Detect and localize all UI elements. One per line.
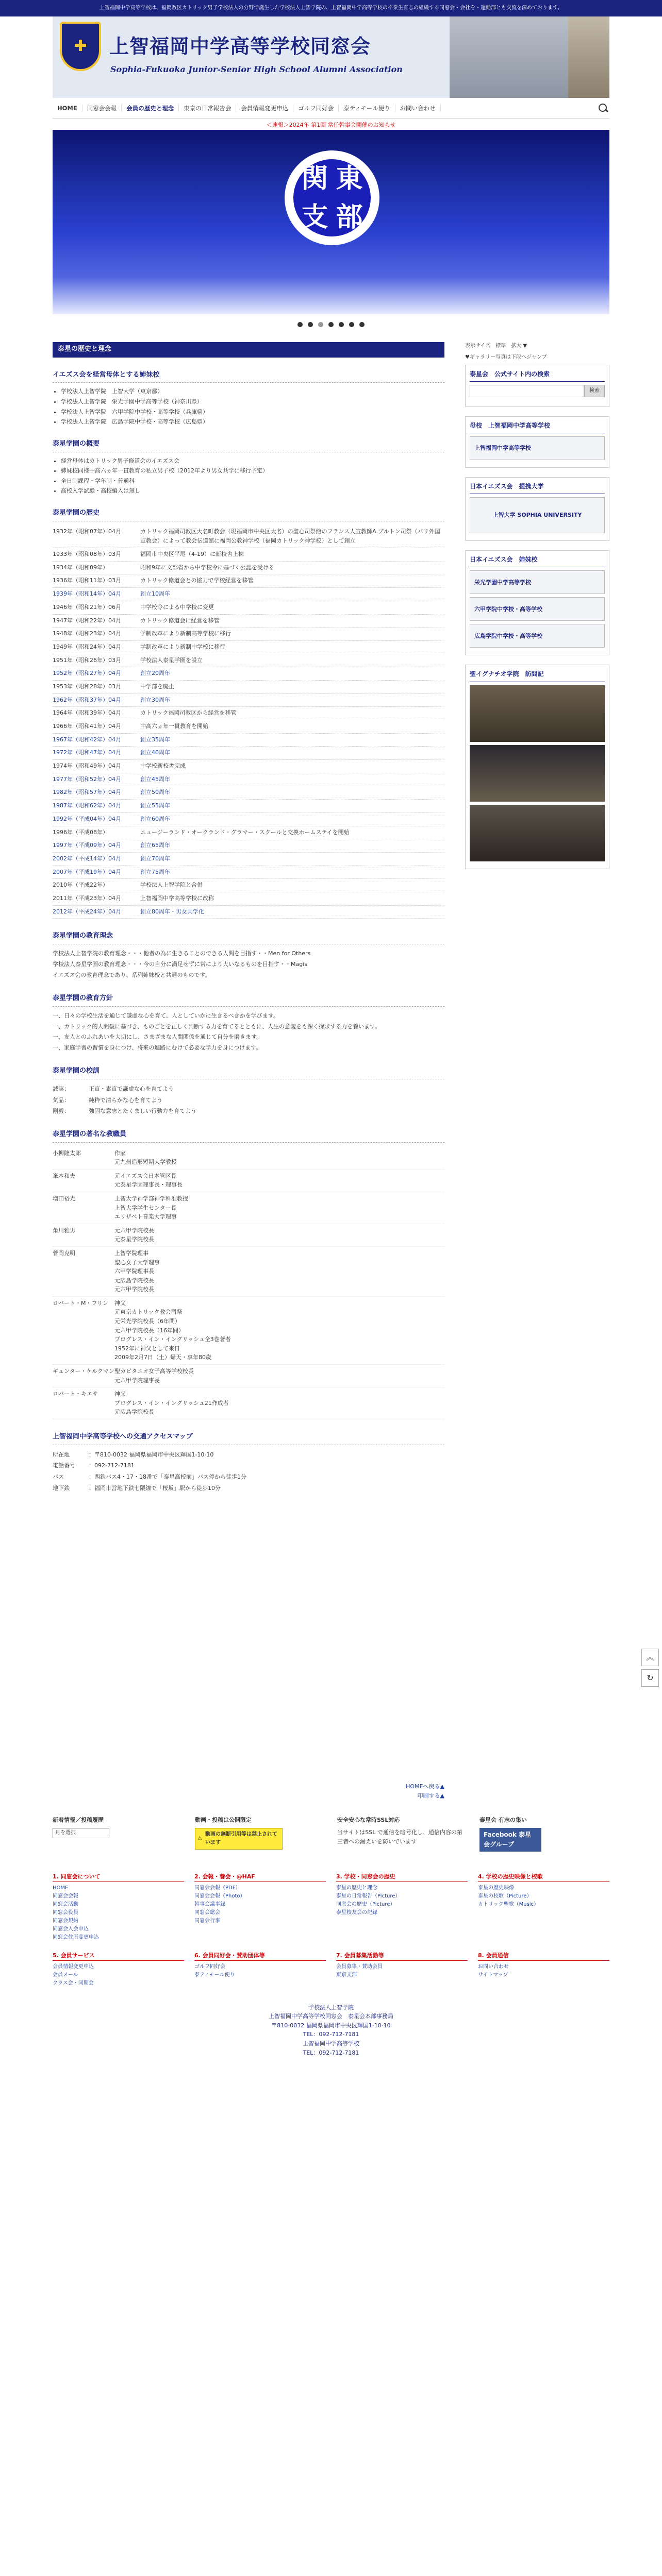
history-row <box>53 588 444 601</box>
slider-dot[interactable] <box>359 322 365 327</box>
faculty-name: 菅岡克明 <box>53 1249 75 1257</box>
history-row <box>53 548 444 562</box>
history-date: 1946年（昭和21年）06月 <box>53 603 121 611</box>
facebook-group-button[interactable]: Facebook 泰星会グループ <box>479 1828 541 1852</box>
history-row <box>53 720 444 734</box>
history-date: 1933年（昭和08年）03月 <box>53 551 121 558</box>
main-content <box>53 342 444 1801</box>
faculty-row <box>53 1224 444 1247</box>
history-row <box>53 826 444 840</box>
gallery-photo[interactable] <box>470 745 605 802</box>
slider-dot[interactable] <box>339 322 344 327</box>
access-row <box>53 1483 444 1494</box>
history-date: 1962年（昭和37年）04月 <box>53 696 121 703</box>
slider-dots <box>53 314 609 335</box>
section-title: 上智福岡中学高等学校への交通アクセスマップ <box>53 1429 444 1445</box>
history-row <box>53 747 444 760</box>
access-row <box>53 1471 444 1483</box>
history-event: 創立60周年 <box>140 815 170 822</box>
faculty-row <box>53 1147 444 1170</box>
list-item: • 学校法人上智学院 栄光学園中学高等学校（神奈川県） <box>61 397 444 406</box>
sitemap-heading: 4. 学校の歴史映像と校歌 <box>478 1872 609 1882</box>
history-date: 1972年（昭和47年）04月 <box>53 749 121 756</box>
access-key: 地下鉄 <box>53 1484 70 1492</box>
faculty-name: ロバート・M・フリン <box>53 1299 109 1307</box>
sitemap-link[interactable]: 会員メール <box>53 1972 78 1978</box>
site-header <box>53 16 609 98</box>
sitemap-link[interactable]: カトリック聖歌（Music） <box>478 1901 539 1907</box>
motto-list <box>53 1083 444 1117</box>
history-table <box>53 526 444 919</box>
history-date: 2007年（平成19年）04月 <box>53 868 121 875</box>
history-date: 1974年（昭和49年）04月 <box>53 762 121 770</box>
site-title[interactable]: 上智福岡中学高等学校同窓会 <box>109 35 371 58</box>
faculty-name: ギュンター・ケルクマン <box>53 1368 114 1375</box>
sitemap-heading: 7. 会員募集活動等 <box>336 1951 468 1961</box>
nav-home[interactable]: HOME <box>53 105 82 112</box>
history-date: 1952年（昭和27年）04月 <box>53 670 121 677</box>
access-value: ：福岡市営地下鉄七隈線で「桜坂」駅から徒歩10分 <box>89 1484 221 1492</box>
history-row <box>53 800 444 813</box>
motto-value: 純粋で清らかな心を育てよう <box>89 1096 162 1104</box>
copyright-warning: ⚠ 動画の無断引用等は禁止されています <box>195 1828 283 1850</box>
faculty-desc: 作家 元九州造形短期大学教授 <box>114 1149 177 1166</box>
history-row <box>53 866 444 879</box>
footer-sitemap <box>53 1872 609 1987</box>
news-archive-heading: 新着情報／投稿履歴 <box>53 1817 104 1824</box>
philosophy-text: 学校法人上智学院の教育理念・・・他者の為に生きることのできる人間を目指す・・Men for Others 学校法人泰星学園の教育理念・・・今の自分に満足せずに常により大いなるものを目指す・・Magis イエズス会の教育理念であり、系列姉妹校と共通のものです。 <box>53 950 311 978</box>
faculty-desc: 元六甲学院校長 元泰星学院校長 <box>114 1227 154 1243</box>
header-photo-chapel <box>568 16 609 98</box>
history-event: 創立40周年 <box>140 749 170 756</box>
history-event: 学制改革により新制中学校に移行 <box>140 643 225 650</box>
nav-contact[interactable]: お問い合わせ <box>395 105 441 112</box>
gallery-jump-link[interactable]: ♥ギャラリー写真は下段へジャンプ <box>465 354 547 360</box>
faculty-desc: 神父 元東京カトリック教会司祭 元栄光学院校長（6年間） 元六甲学院校長（16年間） プログレス・イン・イングリッシュ全3巻著者 1952年に神父として来日 2009年2月7日（土）帰天・享年80歳 <box>114 1299 231 1361</box>
sitemap-heading: 5. 会員サービス <box>53 1951 184 1961</box>
list-item: • 学校法人上智学院 六甲学院中学校・高等学校（兵庫県） <box>61 408 444 417</box>
kanto-branch-emblem[interactable] <box>285 150 379 245</box>
sitemap-heading: 3. 学校・同窓会の歴史 <box>336 1872 468 1882</box>
access-key: 電話番号 <box>53 1462 75 1469</box>
list-item: 一、カトリック的人間観に基づき、ものごとを正しく判断する力を育てるとともに、人生の意義をも深く探求する力を養います。 <box>53 1023 381 1030</box>
sitemap-group <box>478 1872 609 1942</box>
faculty-desc: 上智学院理事 聖心女子大学理事 六甲学院理事長 元広島学院校長 元六甲学院校長 <box>114 1249 160 1293</box>
sitemap-heading: 8. 会員通信 <box>478 1951 609 1961</box>
history-row <box>53 526 444 548</box>
faculty-name: ロバート・キエサ <box>53 1391 98 1398</box>
sitemap-group <box>194 1872 326 1942</box>
box-heading: 聖イグナチオ学院 訪問記 <box>470 669 605 682</box>
access-value: ：092-712-7181 <box>89 1462 135 1469</box>
alma-mater-box <box>465 416 609 468</box>
address-line: TEL：092-712-7181 <box>303 2031 359 2038</box>
history-event: 創立70周年 <box>140 855 170 862</box>
sitemap-link[interactable]: 泰星の歴史と理念 <box>336 1885 377 1891</box>
sitemap-link[interactable]: 同窓会の歴史（Picture） <box>336 1901 395 1907</box>
list-item: • 全日制課程・学年制・普通科 <box>61 477 444 486</box>
history-row <box>53 615 444 628</box>
alma-mater-banner[interactable]: 上智福岡中学高等学校 <box>470 436 605 460</box>
faculty-desc: 神父 プログレス・イン・イングリッシュ21作成者 元広島学院校長 <box>114 1391 229 1416</box>
history-event: 創立10周年 <box>140 590 170 598</box>
history-date: 2010年（平成22年） <box>53 882 108 889</box>
overview-list <box>53 456 444 496</box>
history-date: 1987年（昭和62年）04月 <box>53 802 121 809</box>
history-row <box>53 892 444 906</box>
history-row <box>53 786 444 800</box>
sitemap-link[interactable]: 泰ティモール便り <box>194 1972 235 1978</box>
nav-history[interactable]: 会員の歴史と理念 <box>122 105 179 112</box>
nav-timor[interactable]: 泰ティモール便り <box>339 105 395 112</box>
ssl-text: 当サイトはSSL で通信を暗号化し、通信内容の第三者への漏えいを防いでいます <box>337 1828 462 1845</box>
access-key: 所在地 <box>53 1451 70 1458</box>
history-date: 1934年（昭和09年） <box>53 564 108 571</box>
address-line: 学校法人上智学院 <box>308 2004 354 2011</box>
history-event: 創立65周年 <box>140 842 170 849</box>
facebook-heading: 泰星会 有志の集い <box>479 1817 527 1824</box>
sitemap-link[interactable]: お問い合わせ <box>478 1963 509 1970</box>
sitemap-group <box>194 1951 326 1988</box>
history-row <box>53 839 444 853</box>
list-item: • 姉妹校同様中高六ヵ年一貫教育の私立男子校（2012年より男女共学に移行予定） <box>61 466 444 476</box>
history-event: 創立45周年 <box>140 775 170 783</box>
faculty-name: 小柳隆太郎 <box>53 1149 81 1157</box>
sitemap-link[interactable]: 同窓会行事 <box>194 1918 220 1924</box>
list-item: 一、家庭学習の習慣を身につけ、将来の進路にむけて必要な学力を身につけます。 <box>53 1044 262 1052</box>
history-row <box>53 681 444 694</box>
faculty-row <box>53 1247 444 1297</box>
sitemap-heading: 6. 会員同好会・賛助団体等 <box>194 1951 326 1961</box>
history-event: 福岡市中央区平尾（4-19）に新校舎上棟 <box>140 551 244 558</box>
hero-banner <box>53 130 609 314</box>
faculty-desc: 聖カピタニオ女子高等学校校長 元六甲学院理事長 <box>114 1368 194 1384</box>
partner-university-box <box>465 477 609 541</box>
history-row <box>53 601 444 615</box>
sitemap-link[interactable]: 泰星校友会の記録 <box>336 1909 377 1916</box>
history-row <box>53 628 444 641</box>
history-date: 1939年（昭和14年）04月 <box>53 590 121 598</box>
history-date: 2002年（平成14年）04月 <box>53 855 121 862</box>
school-crest-icon[interactable]: ✚ <box>60 22 101 71</box>
faculty-row <box>53 1387 444 1419</box>
history-row <box>53 574 444 588</box>
faculty-desc: 上智大学神学部神学科准教授 上智大学学生センター長 エリザベト音楽大学理事 <box>114 1195 188 1221</box>
section-title: 泰星学園の著名な教職員 <box>53 1126 444 1143</box>
sitemap-link[interactable]: 同窓会役員 <box>53 1909 78 1916</box>
history-date: 1951年（昭和26年）03月 <box>53 656 121 664</box>
box-heading: 泰星会 公式サイト内の検索 <box>470 369 605 382</box>
access-row <box>53 1460 444 1471</box>
sitemap-group <box>53 1951 184 1988</box>
site-search-input[interactable] <box>470 385 584 397</box>
history-date: 2011年（平成23年）04月 <box>53 894 121 902</box>
history-event: 創立30周年 <box>140 696 170 703</box>
nav-member-change[interactable]: 会員情報変更申込 <box>236 105 293 112</box>
sitemap-group <box>478 1951 609 1988</box>
sitemap-group <box>336 1951 468 1988</box>
faculty-name: 角川雅男 <box>53 1227 75 1234</box>
history-event: ニュージーランド・オークランド・グラマー・スクールと交換ホームステイを開始 <box>140 828 350 836</box>
header-photo-building <box>450 16 568 98</box>
history-date: 1947年（昭和22年）04月 <box>53 617 121 624</box>
scroll-top-icon[interactable]: ︽ <box>641 1649 659 1666</box>
history-event: 中学校新校舎完成 <box>140 762 186 770</box>
sitemap-link[interactable]: 同窓会会報 <box>53 1893 78 1899</box>
faculty-name: 峯本和夫 <box>53 1172 75 1179</box>
history-event: カトリック福岡司教区から経営を移管 <box>140 709 237 717</box>
site-search-button[interactable]: 検索 <box>584 385 605 397</box>
faculty-row <box>53 1170 444 1192</box>
sitemap-link[interactable]: 同窓会総会 <box>194 1909 220 1916</box>
history-event: カトリック修道会との協力で学校経営を移管 <box>140 577 254 584</box>
sitemap-link[interactable]: 同窓会活動 <box>53 1901 78 1907</box>
month-select[interactable]: 月を選択 <box>53 1828 109 1838</box>
recaptcha-icon: ↻ <box>641 1669 659 1687</box>
sitemap-link[interactable]: 泰星の校歌（Picture） <box>478 1893 532 1899</box>
history-row <box>53 707 444 720</box>
hiroshima-gakuin-banner[interactable]: 広島学院中学校・高等学校 <box>470 624 605 648</box>
ignatius-visit-box <box>465 665 609 869</box>
site-subtitle: Sophia-Fukuoka Junior-Senior High School Alumni Association <box>110 64 403 74</box>
sitemap-link[interactable]: 東京支部 <box>336 1972 357 1978</box>
history-event: 創立20周年 <box>140 670 170 677</box>
access-value: ：〒810-0032 福岡県福岡市中央区輝国1-10-10 <box>89 1451 214 1458</box>
history-row <box>53 641 444 654</box>
top-banner-text: 上智福岡中学高等学校は、福岡教区カトリック男子学校法人の分野で誕生した学校法人上智学院の、上智福岡中学高等学校の卒業生有志の組織する同窓会・会社を・運動部とも交流を深めております。 <box>99 5 563 11</box>
motto-row <box>53 1083 444 1095</box>
address-line: 上智福岡中学高等学校 <box>303 2040 359 2047</box>
section-title: 泰星学園の概要 <box>53 436 444 452</box>
history-event: 昭和9年に文部省から中学校令に基づく公認を受ける <box>140 564 274 571</box>
main-nav <box>53 98 609 118</box>
kanto-branch-seal: 関 東 支 部 <box>293 159 371 236</box>
sitemap-link[interactable]: 会員募集・賛助会員 <box>336 1963 383 1970</box>
footer-address <box>53 2003 609 2058</box>
motto-key: 誠実： <box>53 1085 70 1092</box>
motto-row <box>53 1106 444 1117</box>
history-row <box>53 773 444 787</box>
slider-dot[interactable] <box>349 322 354 327</box>
sidebar <box>465 342 609 1801</box>
history-row <box>53 654 444 668</box>
section-title: イエズス会を経営母体とする姉妹校 <box>53 367 444 383</box>
access-key: バス <box>53 1473 64 1480</box>
history-date: 1953年（昭和28年）03月 <box>53 683 121 690</box>
address-line: TEL：092-712-7181 <box>303 2049 359 2056</box>
policy-list <box>53 1011 444 1054</box>
history-date: 1996年（平成08年） <box>53 828 108 836</box>
history-event: カトリック福岡司教区大名町教会（現福岡市中央区大名）の聖心司祭館のフランス人宣教師A.ブルトン司祭（パリ外国宣教会）によって教会伝道館に福岡公教神学校（福岡カトリック神学校）として創立 <box>140 528 440 545</box>
access-info <box>53 1449 444 1494</box>
faculty-row <box>53 1192 444 1224</box>
history-row <box>53 562 444 575</box>
history-event: 中高六ヵ年一貫教育を開始 <box>140 723 208 730</box>
sitemap-link[interactable]: 同窓会会報（Photo） <box>194 1893 245 1899</box>
sitemap-group <box>53 1872 184 1942</box>
box-heading: 日本イエズス会 提携大学 <box>470 482 605 494</box>
sitemap-link[interactable]: 泰星の日常報告（Picture） <box>336 1893 401 1899</box>
sitemap-link[interactable]: 泰星の歴史映像 <box>478 1885 514 1891</box>
motto-key: 剛毅： <box>53 1108 70 1115</box>
slider-dot[interactable] <box>318 322 323 327</box>
history-event: 創立55周年 <box>140 802 170 809</box>
history-row <box>53 879 444 892</box>
site-search-box <box>465 365 609 407</box>
page-title: 泰星の歴史と理念 <box>53 342 444 358</box>
gallery-photo[interactable] <box>470 685 605 742</box>
history-date: 1936年（昭和11年）03月 <box>53 577 121 584</box>
text-size-switcher[interactable]: 表示サイズ 標準 拡大 ▼ <box>465 343 527 349</box>
list-item: • 学校法人上智学院 広島学院中学校・高等学校（広島県） <box>61 417 444 427</box>
address-line: 〒810-0032 福岡県福岡市中央区輝国1-10-10 <box>271 2022 391 2029</box>
sitemap-link[interactable]: クラス会・同期会 <box>53 1980 94 1986</box>
eiko-gakuen-banner[interactable]: 栄光学園中学高等学校 <box>470 570 605 594</box>
list-item: • 経営母体はカトリック男子修道会のイエズス会 <box>61 456 444 466</box>
slider-dot[interactable] <box>308 322 313 327</box>
sophia-university-banner[interactable]: 上智大学 SOPHIA UNIVERSITY <box>470 497 605 533</box>
footer-widgets <box>53 1816 609 1862</box>
sitemap-link[interactable]: 同窓会住所変更申込 <box>53 1934 99 1940</box>
faculty-list <box>53 1147 444 1419</box>
faculty-row <box>53 1297 444 1365</box>
sitemap-heading: 2. 会報・養会・@HAF <box>194 1872 326 1882</box>
history-date: 1948年（昭和23年）04月 <box>53 630 121 637</box>
ssl-heading: 安全安心な常時SSL対応 <box>337 1817 400 1824</box>
sitemap-link[interactable]: 同窓会入会申込 <box>53 1926 89 1932</box>
gallery-photo[interactable] <box>470 805 605 861</box>
history-date: 1967年（昭和42年）04月 <box>53 736 121 743</box>
warning-heading: 動画・投稿は公開限定 <box>195 1817 252 1824</box>
sitemap-link[interactable]: HOME <box>53 1885 69 1891</box>
history-event: カトリック修道会に経営を移管 <box>140 617 220 624</box>
slider-dot[interactable] <box>297 322 303 327</box>
faculty-name: 増田裕光 <box>53 1195 75 1202</box>
list-item: 一、日々の学校生活を通じて謙虚な心を育て、人としていかに生きるべきかを学びます。 <box>53 1012 279 1019</box>
print-link[interactable]: 印刷する▲ <box>417 1792 444 1799</box>
sitemap-link[interactable]: 同窓会会報（PDF） <box>194 1885 241 1891</box>
history-date: 1932年（昭和07年）04月 <box>53 528 121 535</box>
address-line: 上智福岡中学高等学校同窓会 泰星会本部事務局 <box>269 2013 393 2020</box>
sister-school-list <box>53 387 444 426</box>
history-date: 1964年（昭和39年）04月 <box>53 709 121 717</box>
back-to-home-link[interactable]: HOMEへ戻る▲ <box>406 1783 444 1790</box>
motto-key: 気品： <box>53 1096 70 1104</box>
history-date: 1992年（平成04年）04月 <box>53 815 121 822</box>
history-row <box>53 906 444 919</box>
news-notice[interactable]: ＜速報＞2024年 第1回 常任幹事会開催のお知らせ <box>266 122 396 128</box>
section-title: 泰星学園の教育理念 <box>53 928 444 944</box>
top-banner <box>0 0 662 16</box>
list-item: • 高校入学試験・高校編入は無し <box>61 486 444 496</box>
sitemap-group <box>336 1872 468 1942</box>
history-row <box>53 694 444 707</box>
history-row <box>53 734 444 747</box>
history-date: 1982年（昭和57年）04月 <box>53 789 121 796</box>
history-date: 1949年（昭和24年）04月 <box>53 643 121 650</box>
history-event: 創立80周年・男女共学化 <box>140 908 204 915</box>
section-title: 泰星学園の教育方針 <box>53 990 444 1007</box>
access-value: ：西鉄バス4・17・18番で「泰星高校前」バス停から徒歩1分 <box>89 1473 246 1480</box>
history-event: 中学部を廃止 <box>140 683 174 690</box>
history-event: 創立50周年 <box>140 789 170 796</box>
history-row <box>53 667 444 681</box>
nav-bulletin[interactable]: 同窓会会報 <box>82 105 122 112</box>
sitemap-heading: 1. 同窓会について <box>53 1872 184 1882</box>
motto-row <box>53 1095 444 1106</box>
history-event: 学校法人泰星学園を設立 <box>140 656 203 664</box>
nav-golf[interactable]: ゴルフ同好会 <box>293 105 339 112</box>
history-row <box>53 853 444 866</box>
history-row <box>53 813 444 826</box>
history-event: 上智福岡中学高等学校に改称 <box>140 894 214 902</box>
section-title: 泰星学園の歴史 <box>53 505 444 521</box>
access-row <box>53 1449 444 1461</box>
sitemap-link[interactable]: 同窓会規約 <box>53 1918 78 1924</box>
history-date: 1997年（平成09年）04月 <box>53 842 121 849</box>
history-row <box>53 760 444 773</box>
sitemap-link[interactable]: ゴルフ同好会 <box>194 1963 225 1970</box>
list-item: 一、友人とのふれあいを大切にし、さまざまな人間関係を通じて自分を磨きます。 <box>53 1033 262 1041</box>
history-date: 2012年（平成24年）04月 <box>53 908 121 915</box>
section-title: 泰星学園の校訓 <box>53 1063 444 1079</box>
faculty-desc: 元イエズス会日本管区長 元泰星学園理事長・理事長 <box>114 1172 183 1189</box>
faculty-row <box>53 1365 444 1387</box>
motto-value: 正直・素直で謙虚な心を育てよう <box>89 1085 174 1092</box>
box-heading: 日本イエズス会 姉妹校 <box>470 555 605 567</box>
history-date: 1977年（昭和52年）04月 <box>53 775 121 783</box>
sitemap-link[interactable]: サイトマップ <box>478 1972 508 1978</box>
list-item: • 学校法人上智学院 上智大学（東京都） <box>61 387 444 396</box>
sitemap-link[interactable]: 幹事会議事録 <box>194 1901 225 1907</box>
search-icon[interactable] <box>597 102 609 114</box>
history-event: 学校法人上智学院と合併 <box>140 882 203 889</box>
history-event: 中学校令による中学校に変更 <box>140 603 214 611</box>
sitemap-link[interactable]: 会員情報変更申込 <box>53 1963 94 1970</box>
nav-daily-report[interactable]: 東京の日常報告会 <box>179 105 236 112</box>
motto-value: 強固な意志とたくましい行動力を育てよう <box>89 1108 196 1115</box>
history-event: 創立75周年 <box>140 868 170 875</box>
slider-dot[interactable] <box>328 322 334 327</box>
history-date: 1966年（昭和41年）04月 <box>53 723 121 730</box>
warning-icon: ⚠ <box>197 1835 202 1841</box>
box-heading: 母校 上智福岡中学高等学校 <box>470 421 605 433</box>
sister-schools-box <box>465 550 609 655</box>
rokko-gakuin-banner[interactable]: 六甲学院中学校・高等学校 <box>470 597 605 621</box>
history-event: 創立35周年 <box>140 736 170 743</box>
history-event: 学制改革により新制高等学校に移行 <box>140 630 231 637</box>
